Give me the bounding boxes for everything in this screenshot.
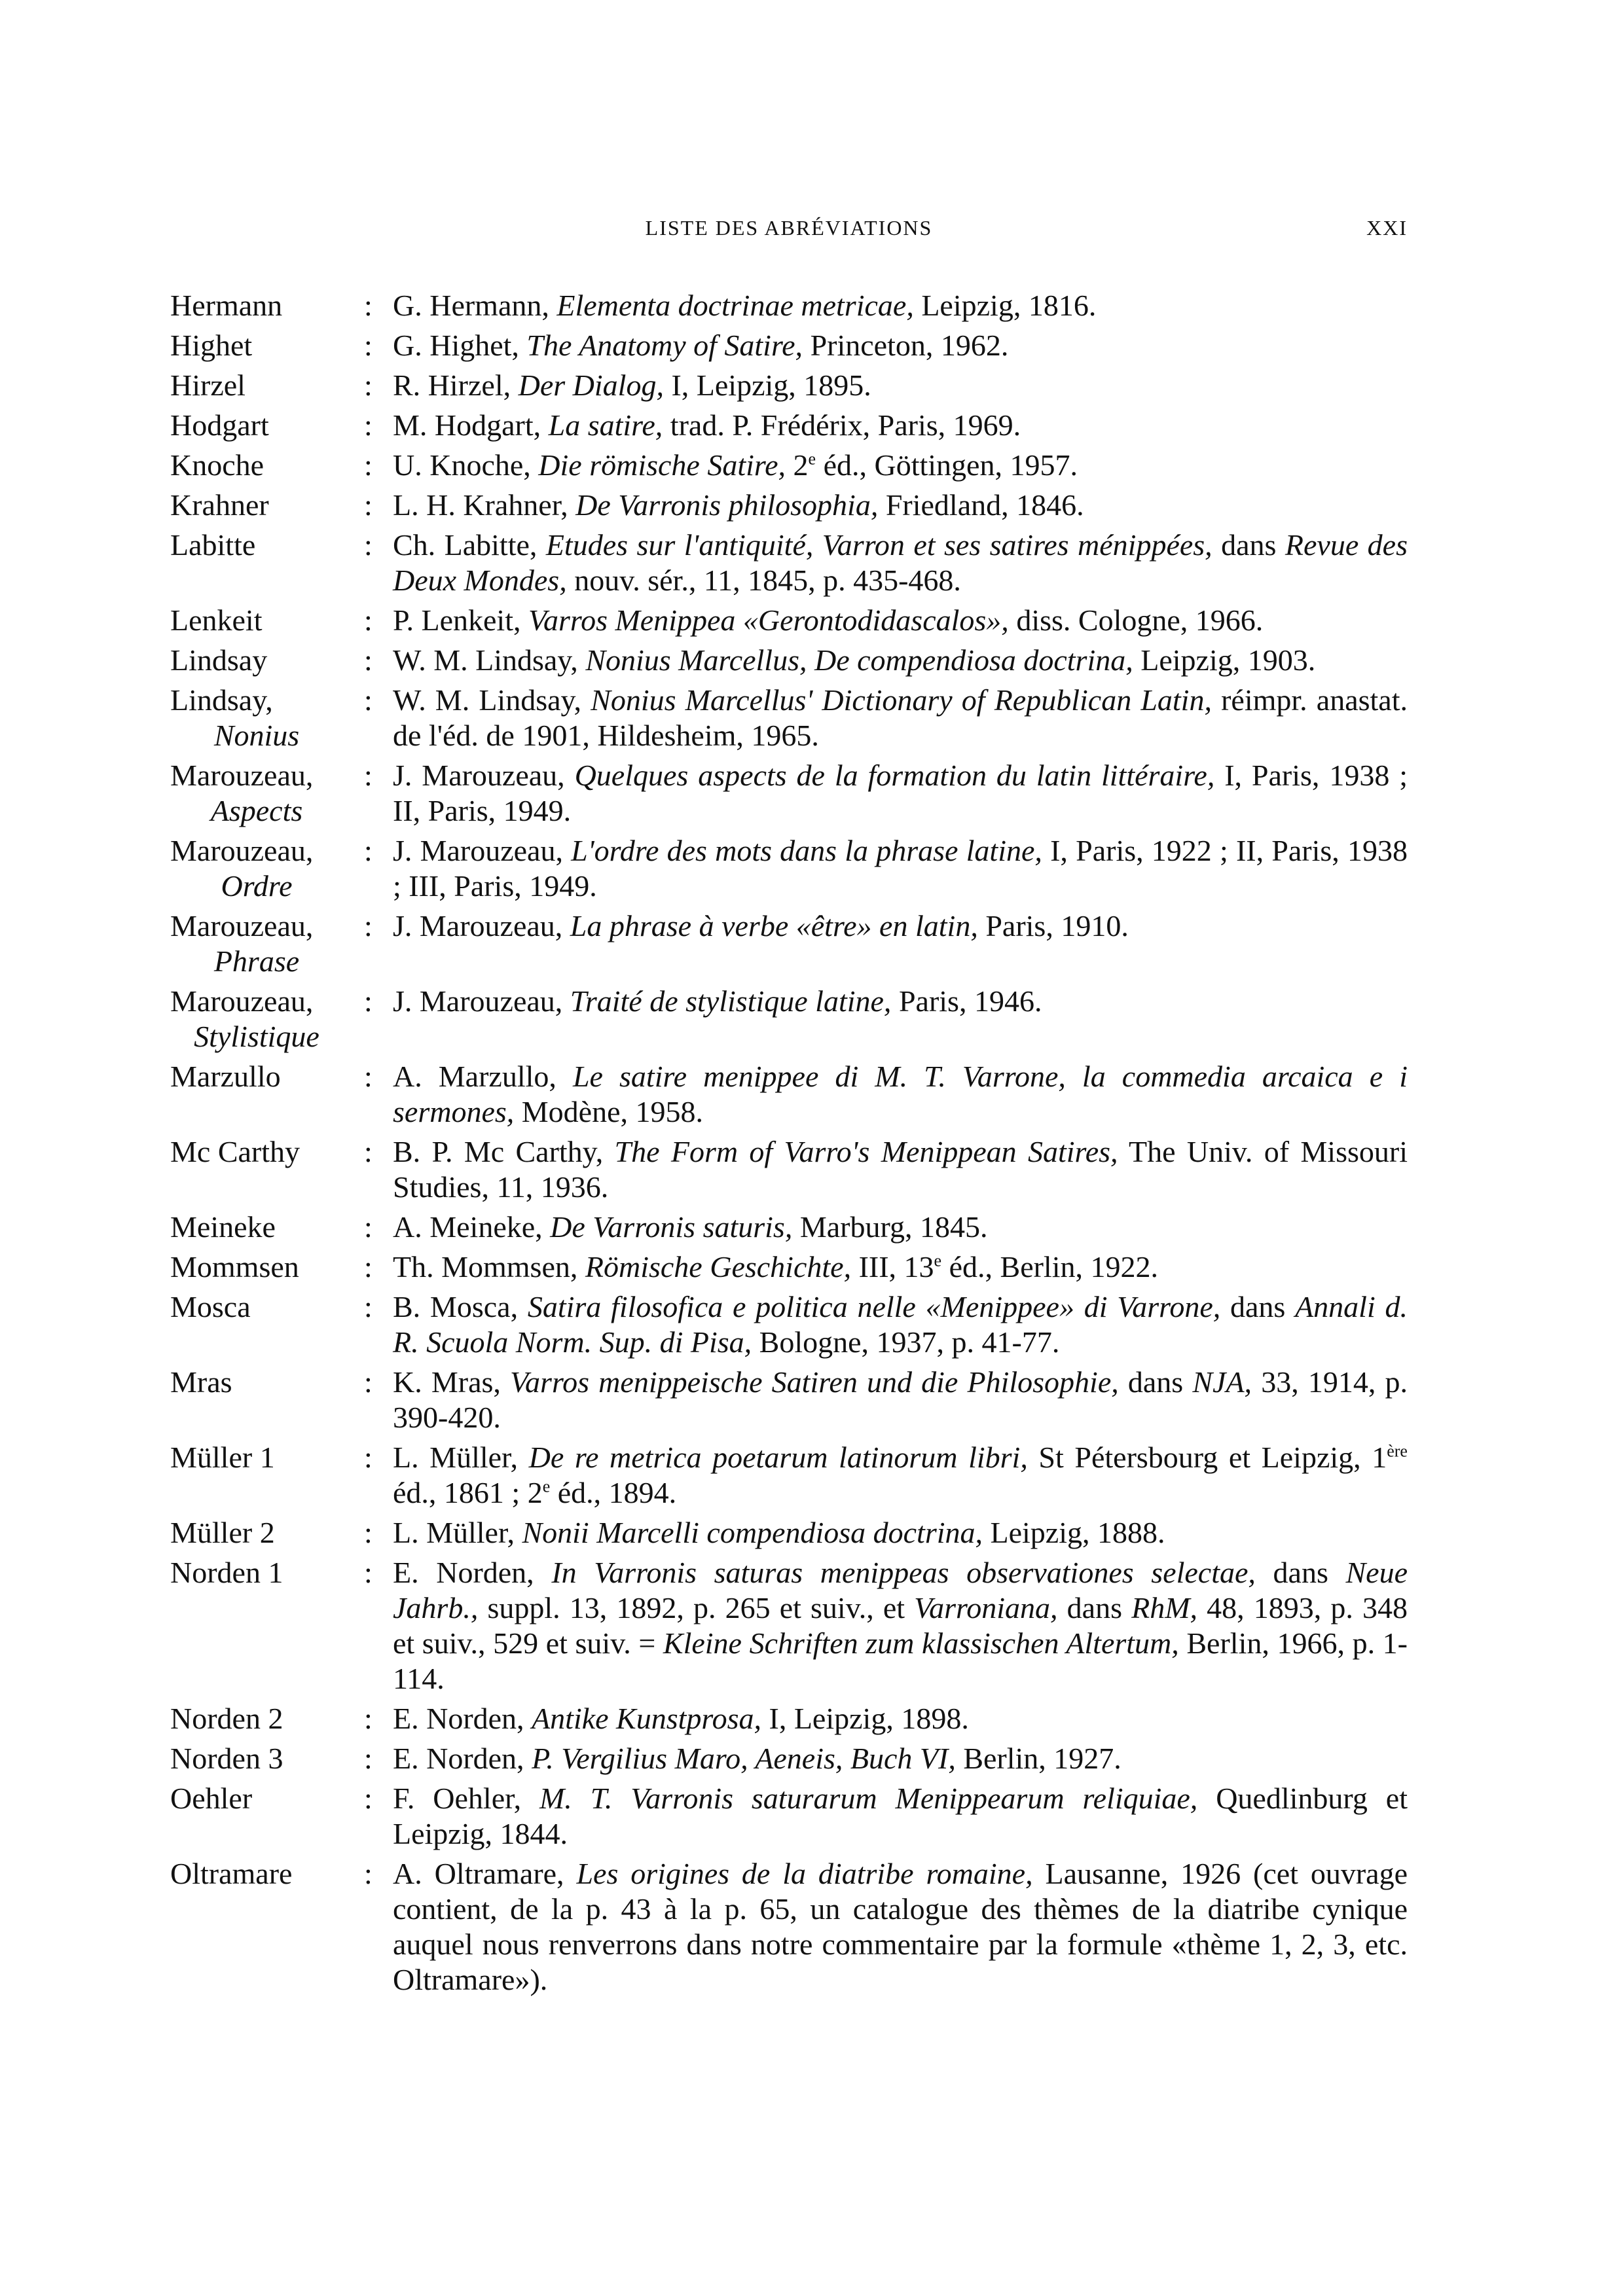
separator-colon: : xyxy=(364,1441,373,1474)
bibliographic-reference xyxy=(393,603,1408,638)
reference-text: L. Müller, xyxy=(393,1516,522,1549)
abbreviation-term xyxy=(170,984,360,1054)
abbreviation-term xyxy=(170,368,360,403)
bibliographic-reference xyxy=(393,328,1408,363)
reference-text: W. M. Lindsay, xyxy=(393,643,586,677)
abbreviation-label: Krahner xyxy=(170,488,269,522)
abbreviation-entry xyxy=(170,1701,1408,1736)
abbreviation-term xyxy=(170,1781,360,1816)
reference-text: Paris, 1946. xyxy=(891,984,1042,1018)
abbreviation-term xyxy=(170,643,360,678)
reference-title: La satire, xyxy=(548,408,663,442)
reference-title: Der Dialog, xyxy=(518,368,664,402)
separator-colon: : xyxy=(364,834,373,867)
bibliographic-reference xyxy=(393,1365,1408,1435)
separator-colon: : xyxy=(364,329,373,362)
abbreviation-label: Mras xyxy=(170,1365,232,1399)
separator-colon: : xyxy=(364,683,373,717)
reference-title: Neue Jahrb., xyxy=(393,1556,1408,1624)
bibliographic-reference xyxy=(393,1059,1408,1130)
bibliographic-reference xyxy=(393,683,1408,753)
reference-text: Lausanne, 1926 (cet ouvrage contient, de la p. 43 à la p. 65, un catalogue des thèmes de la diatribe cynique auquel nous renverrons dans notre commentaire par la formule «thème 1, 2, 3, etc. Oltramare»). xyxy=(393,1857,1408,1996)
reference-text: réimpr. anastat. de l'éd. de 1901, Hildesheim, 1965. xyxy=(393,683,1408,752)
abbreviation-entry xyxy=(170,1515,1408,1551)
abbreviation-entry xyxy=(170,408,1408,443)
separator-colon: : xyxy=(364,1290,373,1323)
reference-text: B. P. Mc Carthy, xyxy=(393,1135,615,1168)
abbreviation-entry xyxy=(170,288,1408,323)
reference-title: Satira filosofica e politica nelle «Menippee» di Varrone, xyxy=(527,1290,1221,1323)
reference-title: The Anatomy of Satire, xyxy=(526,329,803,362)
reference-text: E. Norden, xyxy=(393,1702,532,1735)
abbreviation-label: Hermann xyxy=(170,289,283,322)
reference-text: dans xyxy=(1220,1290,1296,1323)
separator-colon: : xyxy=(364,1135,373,1168)
reference-text: trad. P. Frédérix, Paris, 1969. xyxy=(663,408,1021,442)
abbreviation-term xyxy=(170,1210,360,1245)
abbreviation-term xyxy=(170,1701,360,1736)
reference-text: L. Müller, xyxy=(393,1441,529,1474)
abbreviation-label: Marzullo xyxy=(170,1060,281,1093)
reference-title: Antike Kunstprosa, xyxy=(532,1702,762,1735)
bibliographic-reference xyxy=(393,1289,1408,1360)
separator-colon: : xyxy=(364,1250,373,1283)
reference-text: Leipzig, 1888. xyxy=(983,1516,1165,1549)
bibliographic-reference xyxy=(393,1856,1408,1998)
abbreviation-label: Highet xyxy=(170,329,253,362)
abbreviation-entry xyxy=(170,488,1408,523)
abbreviation-label: Hirzel xyxy=(170,368,246,402)
reference-title: L'ordre des mots dans la phrase latine, xyxy=(571,834,1042,867)
reference-text: B. Mosca, xyxy=(393,1290,528,1323)
reference-text: éd., 1894. xyxy=(550,1476,677,1509)
reference-text: Bologne, 1937, p. 41-77. xyxy=(752,1325,1060,1359)
reference-title: De Varronis saturis, xyxy=(550,1210,793,1244)
reference-title: Römische Geschichte, xyxy=(585,1250,852,1283)
reference-text: Paris, 1910. xyxy=(977,909,1129,942)
reference-text: Friedland, 1846. xyxy=(878,488,1084,522)
abbreviation-label: Norden 2 xyxy=(170,1702,283,1735)
reference-text: 2 xyxy=(786,448,809,482)
reference-text: 33, 1914, p. 390-420. xyxy=(393,1365,1408,1434)
reference-title: Le satire menippee di M. T. Varrone, la commedia arcaica e i sermones, xyxy=(393,1060,1408,1128)
abbreviation-term xyxy=(170,1856,360,1892)
superscript: e xyxy=(808,449,816,469)
reference-title: Traité de stylistique latine, xyxy=(570,984,892,1018)
abbreviation-entry xyxy=(170,1289,1408,1360)
reference-text: E. Norden, xyxy=(393,1742,532,1775)
abbreviation-label: Müller 2 xyxy=(170,1516,275,1549)
abbreviation-entry xyxy=(170,1741,1408,1776)
bibliographic-reference xyxy=(393,448,1408,483)
reference-title: La phrase à verbe «être» en latin, xyxy=(570,909,978,942)
bibliographic-reference xyxy=(393,984,1408,1019)
abbreviation-entry xyxy=(170,328,1408,363)
reference-title: Etudes sur l'antiquité, Varron et ses satires ménippées, xyxy=(545,528,1213,562)
bibliographic-reference xyxy=(393,368,1408,403)
reference-title: In Varronis saturas menippeas observationes selectae, xyxy=(551,1556,1256,1589)
reference-text: G. Highet, xyxy=(393,329,527,362)
reference-text: dans xyxy=(1118,1365,1193,1399)
abbreviation-label: Oehler xyxy=(170,1782,253,1815)
reference-text: suppl. 13, 1892, p. 265 et suiv., et xyxy=(478,1591,915,1624)
page-number: XXI xyxy=(1366,216,1408,240)
abbreviation-sublabel: Phrase xyxy=(213,944,300,978)
separator-colon: : xyxy=(364,1742,373,1775)
bibliographic-reference xyxy=(393,528,1408,598)
reference-text: The Univ. of Missouri Studies, 11, 1936. xyxy=(393,1135,1408,1204)
reference-title: The Form of Varro's Menippean Satires, xyxy=(614,1135,1118,1168)
abbreviation-term xyxy=(170,1555,360,1590)
reference-text: A. Marzullo, xyxy=(393,1060,573,1093)
bibliographic-reference xyxy=(393,643,1408,678)
page-header xyxy=(170,216,1408,249)
reference-title: Die römische Satire, xyxy=(538,448,786,482)
abbreviation-term xyxy=(170,1289,360,1325)
separator-colon: : xyxy=(364,368,373,402)
reference-title: Nonius Marcellus, De compendiosa doctrina, xyxy=(585,643,1133,677)
reference-title: Nonii Marcelli compendiosa doctrina, xyxy=(522,1516,983,1549)
superscript: ère xyxy=(1387,1441,1408,1461)
reference-text: K. Mras, xyxy=(393,1365,511,1399)
abbreviation-term xyxy=(170,833,360,904)
abbreviation-term xyxy=(170,488,360,523)
reference-title: Nonius Marcellus' Dictionary of Republican Latin, xyxy=(591,683,1212,717)
bibliographic-reference xyxy=(393,908,1408,944)
reference-text: P. Lenkeit, xyxy=(393,603,528,637)
reference-title: Revue des Deux Mondes, xyxy=(393,528,1408,597)
abbreviation-term xyxy=(170,1741,360,1776)
abbreviation-label: Meineke xyxy=(170,1210,276,1244)
reference-title: M. T. Varronis saturarum Menippearum reliquiae, xyxy=(539,1782,1198,1815)
bibliographic-reference xyxy=(393,833,1408,904)
abbreviation-label: Mosca xyxy=(170,1290,251,1323)
abbreviation-entry xyxy=(170,1249,1408,1285)
bibliographic-reference xyxy=(393,1741,1408,1776)
reference-text: M. Hodgart, xyxy=(393,408,549,442)
separator-colon: : xyxy=(364,909,373,942)
reference-title: De Varronis philosophia, xyxy=(575,488,879,522)
reference-text: Leipzig, 1816. xyxy=(913,289,1097,322)
reference-title: Varros menippeische Satiren und die Philosophie, xyxy=(510,1365,1119,1399)
reference-title: De re metrica poetarum latinorum libri, xyxy=(528,1441,1028,1474)
reference-text: III, 13 xyxy=(851,1250,934,1283)
reference-text: I, Paris, 1922 ; II, Paris, 1938 ; III, Paris, 1949. xyxy=(393,834,1408,903)
abbreviation-list xyxy=(170,288,1408,2002)
abbreviation-term xyxy=(170,1059,360,1094)
reference-title: NJA, xyxy=(1192,1365,1252,1399)
bibliographic-reference xyxy=(393,1555,1408,1696)
abbreviation-term xyxy=(170,1440,360,1475)
reference-text: A. Oltramare, xyxy=(393,1857,577,1890)
separator-colon: : xyxy=(364,488,373,522)
abbreviation-entry xyxy=(170,1134,1408,1205)
bibliographic-reference xyxy=(393,1701,1408,1736)
abbreviation-term xyxy=(170,288,360,323)
abbreviation-term xyxy=(170,1134,360,1170)
separator-colon: : xyxy=(364,1516,373,1549)
separator-colon: : xyxy=(364,408,373,442)
reference-title: Varroniana, xyxy=(914,1591,1058,1624)
abbreviation-sublabel: Ordre xyxy=(221,869,293,903)
abbreviation-label: Lindsay, xyxy=(170,683,273,717)
reference-text: éd., Berlin, 1922. xyxy=(941,1250,1158,1283)
abbreviation-label: Norden 3 xyxy=(170,1742,283,1775)
reference-text: diss. Cologne, 1966. xyxy=(1008,603,1264,637)
abbreviation-label: Labitte xyxy=(170,528,256,562)
abbreviation-label: Müller 1 xyxy=(170,1441,275,1474)
abbreviation-label: Lindsay xyxy=(170,643,268,677)
reference-text: dans xyxy=(1212,528,1285,562)
separator-colon: : xyxy=(364,448,373,482)
separator-colon: : xyxy=(364,1365,373,1399)
superscript: e xyxy=(934,1251,942,1270)
reference-text: éd., 1861 ; 2 xyxy=(393,1476,543,1509)
abbreviation-term xyxy=(170,1515,360,1551)
reference-text: Quedlinburg et Leipzig, 1844. xyxy=(393,1782,1408,1850)
reference-text: dans xyxy=(1255,1556,1346,1589)
bibliographic-reference xyxy=(393,1210,1408,1245)
reference-text: éd., Göttingen, 1957. xyxy=(816,448,1078,482)
separator-colon: : xyxy=(364,1857,373,1890)
reference-text: W. M. Lindsay, xyxy=(393,683,591,717)
abbreviation-label: Mc Carthy xyxy=(170,1135,301,1168)
reference-text: J. Marouzeau, xyxy=(393,759,575,792)
separator-colon: : xyxy=(364,1782,373,1815)
bibliographic-reference xyxy=(393,1134,1408,1205)
abbreviation-term xyxy=(170,448,360,483)
abbreviation-sublabel: Nonius xyxy=(213,719,300,752)
bibliographic-reference xyxy=(393,758,1408,829)
separator-colon: : xyxy=(364,1210,373,1244)
running-title: LISTE DES ABRÉVIATIONS xyxy=(645,216,933,240)
separator-colon: : xyxy=(364,643,373,677)
reference-text: J. Marouzeau, xyxy=(393,984,570,1018)
bibliographic-reference xyxy=(393,1515,1408,1551)
reference-title: Kleine Schriften zum klassischen Altertum, xyxy=(663,1626,1179,1660)
bibliographic-reference xyxy=(393,488,1408,523)
reference-text: A. Meineke, xyxy=(393,1210,551,1244)
abbreviation-entry xyxy=(170,683,1408,753)
reference-title: Elementa doctrinae metricae, xyxy=(556,289,914,322)
reference-text: G. Hermann, xyxy=(393,289,557,322)
bibliographic-reference xyxy=(393,1249,1408,1285)
bibliographic-reference xyxy=(393,1781,1408,1852)
abbreviation-term xyxy=(170,758,360,829)
abbreviation-label: Oltramare xyxy=(170,1857,293,1890)
abbreviation-entry xyxy=(170,528,1408,598)
abbreviation-entry xyxy=(170,368,1408,403)
reference-title: RhM, xyxy=(1131,1591,1198,1624)
reference-title: Annali d. R. Scuola Norm. Sup. di Pisa, xyxy=(393,1290,1408,1359)
reference-text: Marburg, 1845. xyxy=(792,1210,988,1244)
reference-title: P. Vergilius Maro, Aeneis, Buch VI, xyxy=(532,1742,956,1775)
separator-colon: : xyxy=(364,1060,373,1093)
abbreviation-entry xyxy=(170,1210,1408,1245)
reference-text: I, Leipzig, 1895. xyxy=(663,368,871,402)
abbreviation-entry xyxy=(170,984,1408,1054)
reference-text: Leipzig, 1903. xyxy=(1133,643,1316,677)
reference-text: L. H. Krahner, xyxy=(393,488,576,522)
abbreviation-entry xyxy=(170,1856,1408,1998)
abbreviation-term xyxy=(170,1365,360,1400)
separator-colon: : xyxy=(364,759,373,792)
reference-text: Th. Mommsen, xyxy=(393,1250,585,1283)
bibliographic-reference xyxy=(393,1440,1408,1511)
reference-text: F. Oehler, xyxy=(393,1782,539,1815)
separator-colon: : xyxy=(364,1556,373,1589)
reference-text: Berlin, 1927. xyxy=(955,1742,1122,1775)
abbreviation-term xyxy=(170,603,360,638)
abbreviation-entry xyxy=(170,603,1408,638)
abbreviation-label: Mommsen xyxy=(170,1250,299,1283)
separator-colon: : xyxy=(364,984,373,1018)
reference-text: Modène, 1958. xyxy=(514,1095,704,1128)
abbreviation-term xyxy=(170,408,360,443)
abbreviation-label: Norden 1 xyxy=(170,1556,283,1589)
reference-text: nouv. sér., 11, 1845, p. 435-468. xyxy=(566,564,961,597)
abbreviation-entry xyxy=(170,1781,1408,1852)
reference-text: E. Norden, xyxy=(393,1556,552,1589)
abbreviation-sublabel: Aspects xyxy=(210,794,303,827)
separator-colon: : xyxy=(364,528,373,562)
abbreviation-entry xyxy=(170,448,1408,483)
bibliographic-reference xyxy=(393,408,1408,443)
reference-text: St Pétersbourg et Leipzig, 1 xyxy=(1027,1441,1387,1474)
abbreviation-label: Lenkeit xyxy=(170,603,263,637)
reference-text: J. Marouzeau, xyxy=(393,909,570,942)
abbreviation-entry xyxy=(170,833,1408,904)
reference-text: J. Marouzeau, xyxy=(393,834,572,867)
reference-text: dans xyxy=(1057,1591,1132,1624)
abbreviation-entry xyxy=(170,1365,1408,1435)
reference-text: U. Knoche, xyxy=(393,448,539,482)
abbreviation-label: Marouzeau, xyxy=(170,834,314,867)
reference-text: Berlin, 1966, p. 1-114. xyxy=(393,1626,1408,1695)
abbreviation-entry xyxy=(170,758,1408,829)
reference-text: I, Paris, 1938 ; II, Paris, 1949. xyxy=(393,759,1408,827)
abbreviation-entry xyxy=(170,1059,1408,1130)
abbreviation-sublabel: Stylistique xyxy=(194,1020,319,1053)
reference-text: Princeton, 1962. xyxy=(803,329,1009,362)
reference-text: 48, 1893, p. 348 et suiv., 529 et suiv. = xyxy=(393,1591,1408,1660)
abbreviation-term xyxy=(170,683,360,753)
reference-title: Quelques aspects de la formation du latin littéraire, xyxy=(574,759,1215,792)
abbreviation-term xyxy=(170,528,360,563)
separator-colon: : xyxy=(364,289,373,322)
abbreviation-label: Marouzeau, xyxy=(170,759,314,792)
reference-text: I, Leipzig, 1898. xyxy=(761,1702,969,1735)
reference-title: Les origines de la diatribe romaine, xyxy=(576,1857,1033,1890)
abbreviation-term xyxy=(170,328,360,363)
separator-colon: : xyxy=(364,603,373,637)
reference-text: R. Hirzel, xyxy=(393,368,519,402)
abbreviation-term xyxy=(170,908,360,979)
separator-colon: : xyxy=(364,1702,373,1735)
superscript: e xyxy=(542,1477,551,1496)
abbreviation-entry xyxy=(170,1555,1408,1696)
abbreviation-label: Marouzeau, xyxy=(170,984,314,1018)
abbreviation-entry xyxy=(170,908,1408,979)
bibliographic-reference xyxy=(393,288,1408,323)
abbreviation-term xyxy=(170,1249,360,1285)
abbreviation-entry xyxy=(170,643,1408,678)
abbreviation-label: Marouzeau, xyxy=(170,909,314,942)
reference-text: Ch. Labitte, xyxy=(393,528,546,562)
abbreviation-label: Knoche xyxy=(170,448,264,482)
reference-title: Varros Menippea «Gerontodidascalos», xyxy=(528,603,1009,637)
abbreviation-entry xyxy=(170,1440,1408,1511)
abbreviation-label: Hodgart xyxy=(170,408,269,442)
